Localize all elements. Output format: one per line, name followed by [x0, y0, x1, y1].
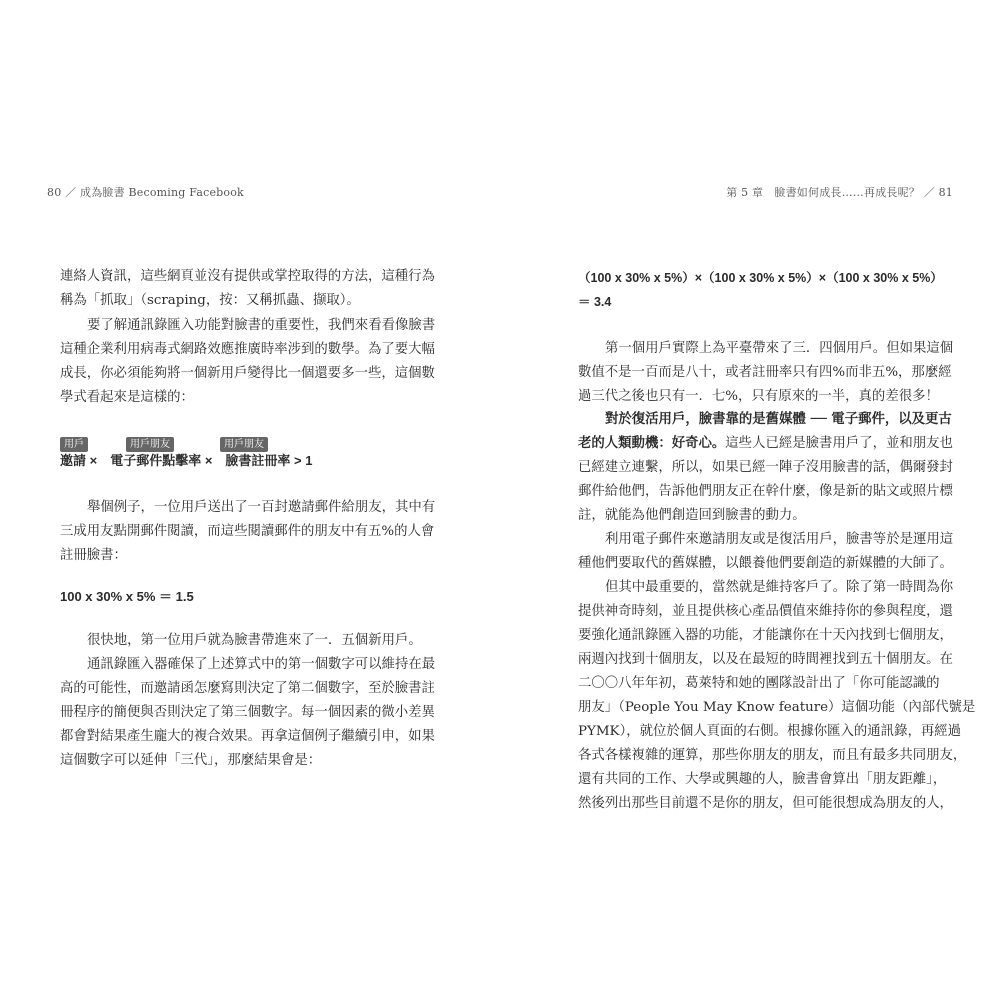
text-line: 兩週內找到十個朋友，以及在最短的時間裡找到五十個朋友。在 [578, 652, 953, 667]
text-line: 很快地，第一位用戶就為臉書帶進來了一．五個新用戶。 [87, 633, 422, 648]
bold-text-line: 對於復活用戶，臉書靠的是舊媒體 ── 電子郵件，以及更古 [605, 411, 952, 427]
text-line: 過三代之後也只有一．七%，只有原來的一半，真的差很多！ [578, 389, 939, 404]
text-line: 各式各樣複雜的運算，那些你朋友的朋友，而且有最多共同朋友， [578, 748, 967, 763]
text-line: 學式看起來是這樣的： [60, 390, 194, 405]
text-span: 這些人已經是臉書用戶了，並和朋友也 [725, 436, 953, 451]
text-line: 利用電子郵件來邀請朋友或是復活用戶，臉書等於是運用這 [605, 532, 954, 547]
text-line: 還有共同的工作、大學或興趣的人，臉書會算出「朋友距離」， [578, 772, 947, 787]
text-line: 成長，你必須能夠將一個新用戶變得比一個還要多一些，這個數 [60, 366, 435, 381]
formula-tag-user: 用戶 [60, 437, 88, 452]
text-line: 這種企業利用病毒式網路效應推廣時率涉到的數學。為了要大幅 [60, 342, 435, 357]
text-line: 連絡人資訊，這些網頁並沒有提供或掌控取得的方法，這種行為 [60, 269, 435, 284]
formula-tag-user-friend-2: 用戶朋友 [220, 437, 268, 452]
running-header-left: 80 ／ 成為臉書 Becoming Facebook [47, 186, 244, 199]
text-line: 郵件給他們，告訴他們朋友正在幹什麼，像是新的貼文或照片標 [578, 484, 953, 499]
text-line: 二〇〇八年年初，葛萊特和她的團隊設計出了「你可能認識的 [578, 676, 940, 691]
example-formula: 100 x 30% x 5% ＝ 1.5 [60, 589, 194, 604]
text-line: 提供神奇時刻，並且提供核心產品價值來維持你的參與程度，還 [578, 604, 953, 619]
text-line: 朋友」（People You May Know feature）這個功能（內部代號是 [578, 700, 976, 715]
three-generation-result: ＝ 3.4 [578, 295, 612, 309]
text-line: 數值不是一百而是八十，或者註冊率只有四%而非五%，那麼經 [578, 365, 952, 380]
text-line [578, 437, 953, 450]
bold-phrase: 老的人類動機：好奇心。 [578, 435, 726, 451]
text-line: 註，就能為他們創造回到臉書的動力。 [578, 508, 806, 523]
text-line: 但其中最重要的，當然就是維持客戶了。除了第一時間為你 [605, 580, 954, 595]
three-generation-formula: （100 x 30% x 5%）×（100 x 30% x 5%）×（100 x 30% x 5%） [578, 271, 943, 285]
text-line: 都會對結果產生龐大的複合效果。再拿這個例子繼續引申，如果 [60, 729, 435, 744]
text-line: 高的可能性，而邀請函怎麼寫則決定了第二個數字，至於臉書註 [60, 681, 435, 696]
text-line: 稱為「抓取」（scraping，按：又稱抓蟲、撷取）。 [60, 293, 360, 308]
text-line: 已經建立連繫，所以，如果已經一陣子沒用臉書的話，偶爾發封 [578, 460, 953, 475]
formula-tag-user-friend: 用戶朋友 [126, 437, 174, 452]
text-line: 第一個用戶實際上為平臺帶來了三．四個用戶。但如果這個 [605, 341, 954, 356]
text-line: 冊程序的簡便與否則決定了第三個數字。每一個因素的微小差異 [60, 705, 435, 720]
text-line: 要強化通訊錄匯入器的功能，才能讓你在十天內找到七個朋友， [578, 628, 953, 643]
text-line: 註冊臉書： [60, 548, 127, 563]
text-line: PYMK），就位於個人頁面的右側。根據你匯入的通訊錄，再經過 [578, 724, 962, 739]
text-line: 通訊錄匯入器確保了上述算式中的第一個數字可以維持在最 [87, 657, 436, 672]
text-line: 要了解通訊錄匯入功能對臉書的重要性，我們來看看像臉書 [87, 318, 436, 333]
text-line: 這個數字可以延伸「三代」，那麼結果會是： [60, 753, 322, 768]
text-line: 三成用友點開郵件閱讀，而這些閱讀郵件的朋友中有五%的人會 [60, 524, 435, 539]
growth-formula: 邀請 × 電子郵件點擊率 × 臉書註冊率 > 1 [60, 453, 313, 468]
text-line: 種他們要取代的舊媒體，以餵養他們要創造的新媒體的大師了。 [578, 556, 953, 571]
running-header-right: 第 5 章 臉書如何成長……再成長呢？ ／ 81 [726, 186, 953, 199]
text-line: 然後列出那些目前還不是你的朋友，但可能很想成為朋友的人， [578, 796, 953, 811]
text-line: 舉個例子，一位用戶送出了一百封邀請郵件給朋友，其中有 [87, 500, 436, 515]
